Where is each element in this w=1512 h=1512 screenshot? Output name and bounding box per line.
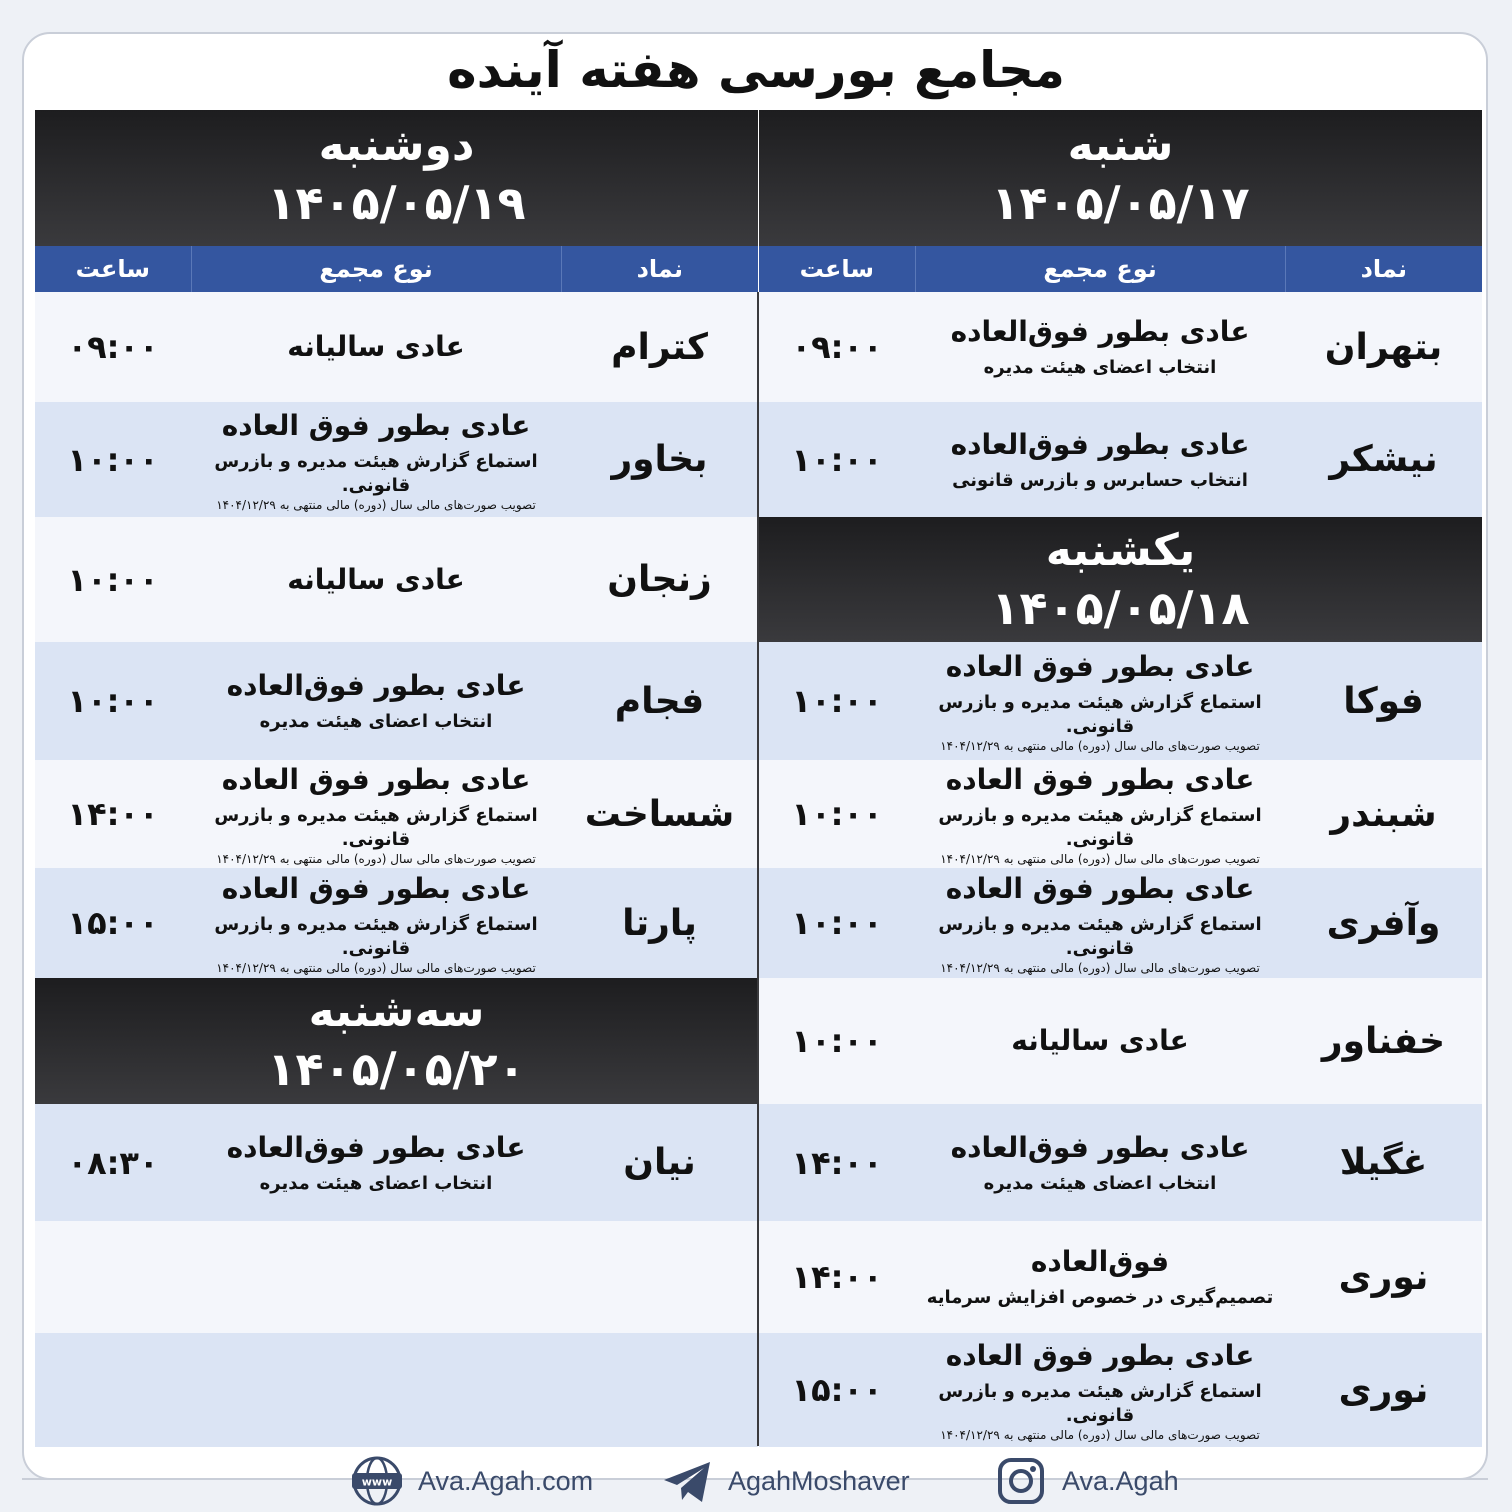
row-symbol: فوکا: [1343, 680, 1424, 722]
row-type: [915, 760, 1285, 868]
row-symbol: پارتا: [622, 902, 697, 944]
type-note: تصویب صورت‌های مالی سال (دوره) مالی منتهی به ۱۴۰۴/۱۲/۲۹: [940, 852, 1260, 866]
table-row: [759, 292, 1482, 402]
row-time: ۱۴:۰۰: [791, 1258, 883, 1296]
footer-website[interactable]: [350, 1456, 593, 1506]
row-time: ۰۸:۳۰: [67, 1143, 159, 1182]
header-symbol: نماد: [1285, 246, 1482, 292]
day-header-tuesday: [35, 978, 758, 1104]
row-symbol: فجام: [614, 680, 705, 722]
header-type: نوع مجمع: [915, 246, 1285, 292]
row-time: ۱۰:۰۰: [791, 682, 883, 720]
row-type: [915, 978, 1285, 1104]
type-main: عادی بطور فوق‌العاده: [950, 315, 1250, 348]
row-type: [915, 292, 1285, 402]
type-sub: انتخاب اعضای هیئت مدیره: [259, 1172, 493, 1194]
table-row: [35, 402, 758, 517]
day-name: سه‌شنبه: [308, 986, 485, 1037]
row-type: [191, 402, 561, 517]
column-headers: [759, 246, 1482, 292]
row-type: [915, 868, 1285, 978]
type-main: عادی بطور فوق‌العاده: [226, 1130, 526, 1164]
table-row: [759, 978, 1482, 1104]
type-main: عادی سالیانه: [287, 562, 465, 596]
row-symbol: بتهران: [1324, 326, 1443, 368]
page-title: مجامع بورسی هفته آینده: [447, 41, 1065, 99]
type-main: عادی بطور فوق العاده: [221, 872, 531, 905]
type-sub: استماع گزارش هیئت مدیره و بازرس قانونی.: [214, 914, 538, 959]
footer-telegram[interactable]: [660, 1456, 910, 1506]
day-name: شنبه: [1067, 120, 1174, 171]
row-time: ۱۰:۰۰: [791, 1022, 883, 1060]
row-type: [191, 292, 561, 402]
row-time: ۱۰:۰۰: [67, 560, 159, 599]
type-sub: استماع گزارش هیئت مدیره و بازرس قانونی.: [214, 450, 538, 496]
row-symbol: نیشکر: [1329, 439, 1438, 480]
row-type: [191, 868, 561, 978]
type-sub: استماع گزارش هیئت مدیره و بازرس قانونی.: [938, 914, 1262, 959]
table-row: [759, 1333, 1482, 1447]
footer: [0, 1450, 1512, 1510]
row-symbol: بخاور: [611, 439, 708, 480]
row-symbol: شساخت: [584, 793, 735, 835]
type-main: عادی بطور فوق‌العاده: [226, 669, 526, 702]
row-symbol: غگیلا: [1339, 1142, 1428, 1183]
row-time: ۱۰:۰۰: [67, 440, 159, 479]
day-header-sunday: [759, 517, 1482, 642]
website-label: Ava.Agah.com: [418, 1465, 594, 1496]
row-time: ۱۰:۰۰: [791, 440, 883, 479]
type-sub: استماع گزارش هیئت مدیره و بازرس قانونی.: [938, 805, 1262, 850]
table-row: [35, 517, 758, 642]
column-divider: [757, 292, 759, 1446]
type-main: عادی بطور فوق‌العاده: [950, 1130, 1250, 1164]
row-symbol: نوری: [1338, 1369, 1429, 1411]
row-time: ۱۴:۰۰: [791, 1143, 883, 1182]
row-time: ۱۴:۰۰: [67, 795, 159, 833]
row-symbol: خفناور: [1321, 1020, 1446, 1062]
row-type: [915, 1221, 1285, 1333]
table-row: [35, 760, 758, 868]
table-row: [35, 642, 758, 760]
empty-row: [35, 1221, 758, 1333]
type-note: تصویب صورت‌های مالی سال (دوره) مالی منتهی به ۱۴۰۴/۱۲/۲۹: [940, 961, 1260, 975]
row-time: ۱۰:۰۰: [791, 795, 883, 833]
type-sub: انتخاب اعضای هیئت مدیره: [983, 357, 1217, 378]
type-note: تصویب صورت‌های مالی سال (دوره) مالی منتهی به ۱۴۰۴/۱۲/۲۹: [216, 961, 536, 975]
column-headers: [35, 246, 758, 292]
type-sub: استماع گزارش هیئت مدیره و بازرس قانونی.: [938, 692, 1262, 737]
type-note: تصویب صورت‌های مالی سال (دوره) مالی منتهی به ۱۴۰۴/۱۲/۲۹: [216, 497, 536, 512]
type-main: عادی سالیانه: [1011, 1024, 1189, 1057]
day-header-monday: [35, 110, 758, 246]
right-column: [759, 110, 1482, 1447]
row-type: [915, 402, 1285, 517]
row-time: ۰۹:۰۰: [67, 328, 159, 366]
type-main: عادی بطور فوق العاده: [221, 408, 531, 442]
row-symbol: نیان: [623, 1142, 696, 1183]
table-row: [759, 868, 1482, 978]
type-note: تصویب صورت‌های مالی سال (دوره) مالی منتهی به ۱۴۰۴/۱۲/۲۹: [940, 1428, 1260, 1442]
globe-www-icon: [350, 1454, 404, 1508]
table-row: [759, 642, 1482, 760]
row-type: [191, 1104, 561, 1221]
row-type: [191, 517, 561, 642]
day-date: ۱۴۰۵/۰۵/۱۸: [991, 581, 1250, 635]
day-date: ۱۴۰۵/۰۵/۱۹: [267, 176, 526, 230]
row-symbol: شبندر: [1330, 793, 1437, 835]
type-main: عادی بطور فوق العاده: [221, 763, 531, 796]
day-name: دوشنبه: [318, 120, 475, 171]
svg-text:www: www: [361, 1475, 393, 1489]
type-main: عادی بطور فوق العاده: [945, 1339, 1255, 1372]
day-name: یکشنبه: [1045, 525, 1196, 576]
row-symbol: نوری: [1338, 1256, 1429, 1298]
type-note: تصویب صورت‌های مالی سال (دوره) مالی منتهی به ۱۴۰۴/۱۲/۲۹: [216, 852, 536, 866]
footer-instagram[interactable]: [994, 1456, 1179, 1506]
type-main: فوق‌العاده: [1030, 1245, 1170, 1278]
row-time: ۱۰:۰۰: [67, 682, 159, 720]
type-main: عادی بطور فوق‌العاده: [950, 427, 1250, 461]
table-row: [759, 402, 1482, 517]
row-symbol: زنجان: [607, 559, 712, 600]
row-type: [191, 760, 561, 868]
instagram-icon: [994, 1454, 1048, 1508]
row-type: [915, 642, 1285, 760]
row-type: [191, 642, 561, 760]
type-note: تصویب صورت‌های مالی سال (دوره) مالی منتهی به ۱۴۰۴/۱۲/۲۹: [940, 739, 1260, 753]
empty-row: [35, 1333, 758, 1447]
header-type: نوع مجمع: [191, 246, 561, 292]
type-sub: انتخاب اعضای هیئت مدیره: [983, 1172, 1217, 1194]
row-symbol: وآفری: [1326, 902, 1441, 944]
type-main: عادی بطور فوق العاده: [945, 763, 1255, 796]
day-date: ۱۴۰۵/۰۵/۱۷: [991, 176, 1250, 230]
row-time: ۰۹:۰۰: [791, 328, 883, 366]
table-row: [35, 292, 758, 402]
type-sub: استماع گزارش هیئت مدیره و بازرس قانونی.: [938, 1381, 1262, 1426]
row-symbol: کترام: [611, 326, 708, 368]
telegram-label: AgahMoshaver: [728, 1465, 910, 1496]
row-time: ۱۵:۰۰: [791, 1371, 883, 1409]
type-main: عادی بطور فوق العاده: [945, 650, 1255, 683]
table-row: [759, 760, 1482, 868]
type-sub: انتخاب حسابرس و بازرس قانونی: [952, 469, 1248, 491]
type-main: عادی بطور فوق العاده: [945, 872, 1255, 905]
row-time: ۱۰:۰۰: [791, 904, 883, 942]
header-time: ساعت: [799, 255, 875, 283]
day-date: ۱۴۰۵/۰۵/۲۰: [267, 1042, 526, 1096]
header-symbol: نماد: [561, 246, 758, 292]
header-time: ساعت: [75, 255, 151, 283]
type-sub: انتخاب اعضای هیئت مدیره: [259, 711, 493, 732]
table-row: [35, 868, 758, 978]
type-sub: تصمیم‌گیری در خصوص افزایش سرمایه: [926, 1287, 1274, 1308]
type-main: عادی سالیانه: [287, 330, 465, 363]
instagram-label: Ava.Agah: [1062, 1465, 1179, 1496]
left-column: [35, 110, 758, 1447]
type-sub: استماع گزارش هیئت مدیره و بازرس قانونی.: [214, 805, 538, 850]
table-row: [759, 1221, 1482, 1333]
day-header-saturday: [759, 110, 1482, 246]
telegram-plane-icon: [660, 1454, 714, 1508]
table-row: [759, 1104, 1482, 1221]
row-type: [915, 1104, 1285, 1221]
row-time: ۱۵:۰۰: [67, 904, 159, 942]
row-type: [915, 1333, 1285, 1447]
table-row: [35, 1104, 758, 1221]
